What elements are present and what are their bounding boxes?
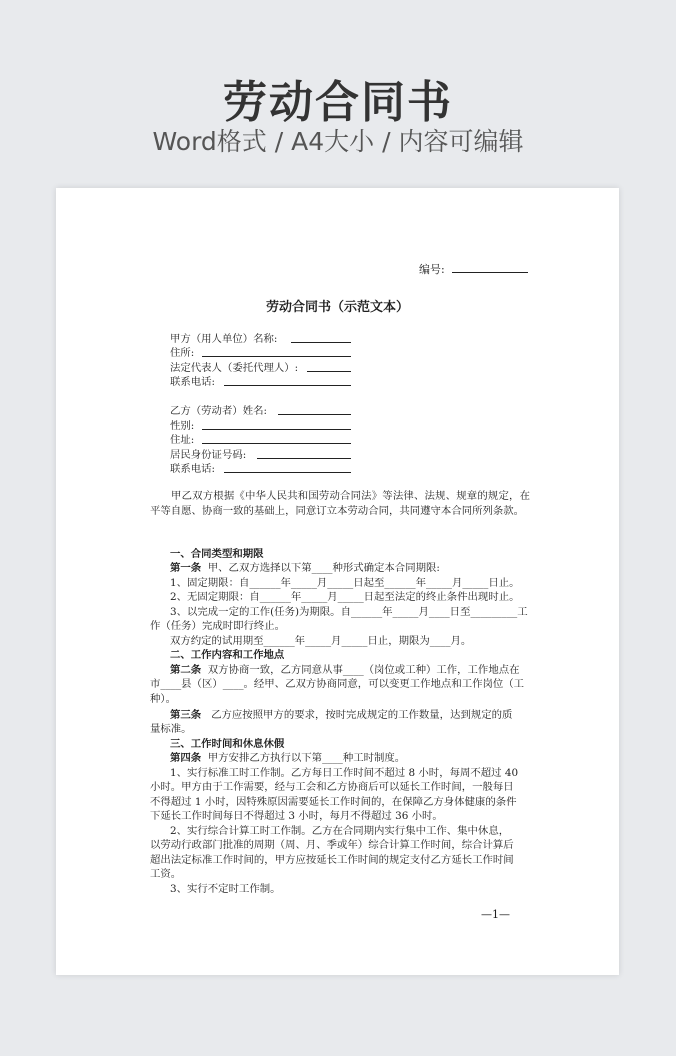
banner-title: 劳动合同书 — [223, 77, 453, 128]
field-label: 住所: — [170, 347, 195, 359]
party-a-representative-field — [170, 359, 298, 374]
hours-standard-line-2: 小时。甲方由于工作需要，经与工会和乙方协商后可以延长工作时间，一般每日 — [150, 781, 514, 793]
party-a-address-field — [170, 344, 194, 359]
hours-comprehensive-line-2: 以劳动行政部门批准的周期（周、月、季或年）综合计算工作时间，综合计算后 — [150, 839, 514, 851]
hours-comprehensive-line-1: 2、实行综合计算工时工作制。乙方在合同期内实行集中工作、集中休息， — [170, 825, 510, 837]
hours-standard-line-4: 下延长工作时间每日不得超过 3 小时，每月不得超过 36 小时。 — [150, 810, 443, 822]
article-text: 甲、乙双方选择以下第____种形式确定本合同期限: — [207, 562, 440, 574]
term-option-3-line-2: 作（任务）完成时即行终止。 — [150, 620, 286, 632]
party-a-phone-field — [170, 373, 215, 388]
article-label: 第二条 — [170, 664, 202, 676]
party-a-name-field — [170, 330, 277, 345]
field-label: 联系电话: — [170, 463, 216, 475]
article-3-line-1 — [170, 708, 512, 723]
field-label: 住址: — [170, 434, 195, 446]
article-label: 第三条 — [170, 709, 202, 721]
hours-comprehensive-line-4: 工资。 — [150, 868, 182, 880]
party-b-phone-field — [170, 460, 215, 475]
article-2-line-1 — [170, 663, 520, 678]
field-label: 性别: — [170, 420, 195, 432]
article-1 — [170, 561, 440, 576]
page-number: —1— — [481, 908, 510, 921]
field-blank — [307, 360, 351, 372]
term-option-3-line-1: 3、以完成一定的工作(任务)为期限。自______年_____月____日至_________工 — [170, 606, 528, 618]
field-label: 联系电话: — [170, 376, 216, 388]
article-2-line-2: 市____县（区）____。经甲、乙双方协商同意，可以变更工作地点和工作岗位（工 — [150, 678, 525, 690]
field-label: 乙方（劳动者）姓名: — [170, 405, 268, 417]
document-number-blank — [452, 261, 528, 273]
term-option-1: 1、固定期限：自______年_____月_____日起至______年_____月_____日止。 — [170, 577, 520, 589]
article-text: 甲方安排乙方执行以下第____种工时制度。 — [207, 752, 406, 764]
section-1-heading: 一、合同类型和期限 — [170, 548, 264, 560]
field-blank — [224, 374, 351, 386]
document-number-label: 编号: — [419, 263, 445, 276]
field-label: 甲方（用人单位）名称: — [170, 333, 278, 345]
document-page — [56, 188, 619, 975]
field-blank — [291, 331, 351, 343]
article-text: 双方协商一致，乙方同意从事____（岗位或工种）工作，工作地点在 — [207, 664, 520, 676]
field-blank — [202, 418, 351, 430]
field-blank — [257, 447, 351, 459]
field-blank — [202, 345, 351, 357]
field-blank — [278, 403, 351, 415]
field-blank — [224, 461, 351, 473]
term-option-2: 2、无固定期限：自______年_____月_____日起至法定的终止条件出现时止。 — [170, 591, 520, 603]
field-label: 居民身份证号码: — [170, 449, 247, 461]
article-text: 乙方应按照甲方的要求，按时完成规定的工作数量，达到规定的质 — [211, 709, 513, 721]
document-title: 劳动合同书（示范文本） — [265, 300, 409, 315]
section-2-heading: 二、工作内容和工作地点 — [170, 649, 285, 661]
article-4 — [170, 751, 405, 766]
hours-comprehensive-line-3: 超出法定标准工作时间的，甲方应按延长工作时间的规定支付乙方延长工作时间 — [150, 854, 514, 866]
hours-standard-line-3: 不得超过 1 小时，因特殊原因需要延长工作时间的，在保障乙方身体健康的条件 — [150, 796, 517, 808]
party-b-name-field — [170, 402, 267, 417]
field-blank — [202, 432, 351, 444]
party-b-gender-field — [170, 417, 194, 432]
article-label: 第四条 — [170, 752, 202, 764]
document-number — [419, 261, 528, 277]
hours-flexible: 3、实行不定时工作制。 — [170, 883, 281, 895]
party-b-address-field — [170, 431, 194, 446]
party-b-id-field — [170, 446, 246, 461]
banner-subtitle: Word格式 / A4大小 / 内容可编辑 — [152, 127, 524, 156]
article-2-line-3: 种）。 — [150, 693, 176, 705]
section-3-heading: 三、工作时间和休息休假 — [170, 738, 285, 750]
article-label: 第一条 — [170, 562, 202, 574]
field-label: 法定代表人（委托代理人）: — [170, 362, 299, 374]
preamble-paragraph: 甲乙双方根据《中华人民共和国劳动合同法》等法律、法规、规章的规定，在平等自愿、协商一致的基础上，同意订立本劳动合同，共同遵守本合同所列条款。 — [150, 490, 530, 517]
article-3-line-2: 量标准。 — [150, 723, 192, 735]
hours-standard-line-1: 1、实行标准工时工作制。乙方每日工作时间不超过 8 小时，每周不超过 40 — [170, 767, 519, 779]
probation-period: 双方约定的试用期至______年_____月_____日止，期限为____月。 — [170, 635, 472, 647]
